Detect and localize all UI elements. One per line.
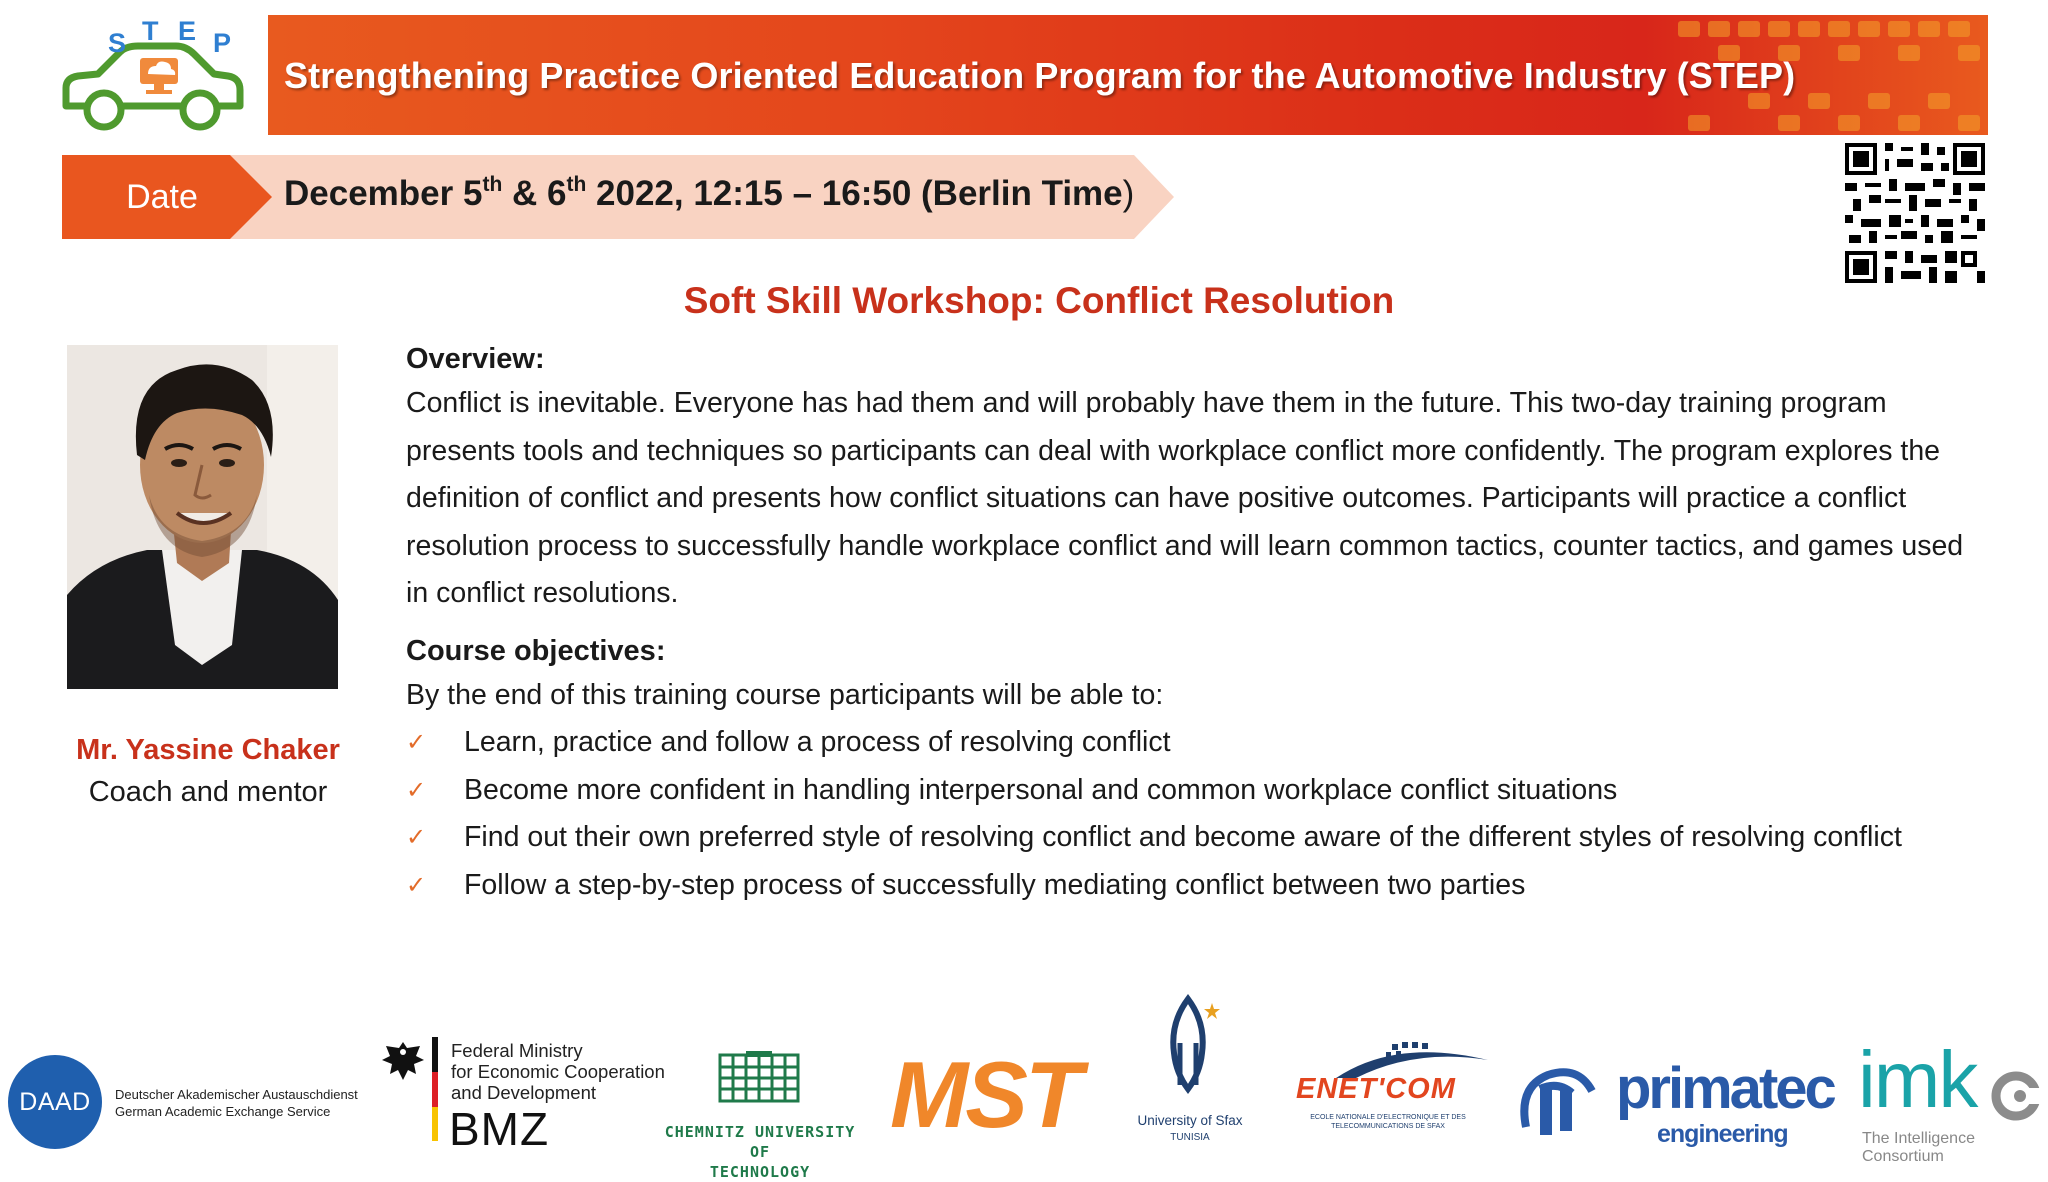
objective-text: Find out their own preferred style of resolving conflict and become aware of the different styles of resolving conflict [464, 821, 1902, 853]
chemnitz-name [650, 1122, 870, 1182]
primatec-logo-icon [1518, 1067, 1596, 1139]
workshop-description [406, 338, 1986, 909]
objective-item [406, 767, 1986, 815]
daad-name [115, 1086, 358, 1120]
chemnitz-line1: CHEMNITZ UNIVERSITY OF [664, 1123, 856, 1161]
date-day2: & 6 [502, 174, 567, 213]
imk-name: imk [1858, 1035, 1977, 1124]
bmz-line3: and Development [451, 1082, 597, 1103]
speaker-portrait-image [67, 345, 338, 689]
event-date [284, 174, 1134, 214]
checkmark-icon: ✓ [406, 728, 427, 756]
date-label: Date [126, 178, 198, 216]
bmz-abbreviation: BMZ [449, 1103, 550, 1155]
date-close: ) [1122, 174, 1135, 213]
speaker-name: Mr. Yassine Chaker [76, 734, 340, 766]
objective-text: Become more confident in handling interpersonal and common workplace conflict situations [464, 773, 1618, 806]
date-time: 2022, 12:15 – 16:50 (Berlin Time [586, 174, 1123, 213]
bmz-name [451, 1040, 665, 1103]
title-banner [268, 15, 1988, 135]
imk-tagline: The Intelligence Consortium [1862, 1130, 1975, 1165]
primatec-name: primatec [1616, 1056, 1834, 1121]
university-of-sfax-logo [1150, 993, 1226, 1097]
objectives-heading: Course objectives: [406, 634, 666, 667]
partner-logos [0, 985, 2048, 1181]
step-letter-e: E [178, 16, 197, 46]
overview-text: Conflict is inevitable. Everyone has had them and will probably have them in the future. This two-day training program presents tools and techniques so participants can deal with workplace conflict more confidently. The program explores the definition of conflict and presents how conflict situations can have positive outcomes. Participants will practice a conflict resolution process to successfully handle workplace conflict and will learn common tactics, counter tactics, and games used in conflict resolutions. [406, 387, 1964, 609]
objectives-list [406, 719, 1986, 909]
german-flag-bar [432, 1037, 438, 1141]
objective-text: Learn, practice and follow a process of resolving conflict [464, 726, 1171, 758]
date-day1: December 5 [284, 174, 483, 213]
date-sup1: th [482, 173, 503, 196]
daad-logo: DAAD [8, 1055, 102, 1149]
speaker-photo [67, 345, 338, 689]
date-sup2: th [566, 173, 587, 196]
chemnitz-line2: TECHNOLOGY [709, 1163, 811, 1181]
step-logo [58, 18, 248, 138]
speaker-role: Coach and mentor [88, 776, 328, 808]
bmz-line2: for Economic Cooperation [451, 1061, 665, 1082]
overview-heading: Overview: [406, 343, 545, 375]
objective-item [406, 862, 1986, 910]
mst-logo: MST [890, 1042, 1080, 1147]
chemnitz-university-logo [716, 1051, 802, 1105]
daad-name-de: Deutscher Akademischer Austauschdienst [115, 1087, 358, 1102]
enetcom-name: ENET'COM [1296, 1073, 1456, 1105]
objectives-intro: By the end of this training course participants will be able to: [406, 678, 1164, 711]
workshop-title: Soft Skill Workshop: Conflict Resolution [683, 280, 1395, 321]
program-title: Strengthening Practice Oriented Education Program for the Automotive Industry (STEP) [284, 55, 1796, 96]
imk-logo-icon [1990, 1070, 2042, 1122]
federal-eagle-icon [380, 1038, 426, 1084]
step-letter-s: S [108, 28, 127, 58]
sfax-country: TUNISIA [1170, 1132, 1210, 1143]
checkmark-icon: ✓ [406, 870, 427, 899]
step-letter-p: P [213, 28, 232, 58]
enetcom-fullname: ECOLE NATIONALE D'ELECTRONIQUE ET DES TELECOMMUNICATIONS DE SFAX [1310, 1114, 1466, 1130]
bmz-line1: Federal Ministry [451, 1040, 583, 1061]
checkmark-icon: ✓ [406, 823, 427, 851]
sfax-name: University of Sfax [1137, 1113, 1243, 1128]
step-logo-letters [108, 16, 232, 58]
qr-code-icon[interactable] [1845, 143, 1985, 283]
primatec-sub: engineering [1657, 1120, 1788, 1148]
objective-text: Follow a step-by-step process of successfully mediating conflict between two parties [464, 868, 1526, 901]
daad-name-en: German Academic Exchange Service [115, 1104, 331, 1119]
objective-item [406, 814, 1986, 862]
objective-item [406, 719, 1986, 767]
checkmark-icon: ✓ [406, 775, 427, 804]
step-letter-t: T [142, 16, 159, 46]
